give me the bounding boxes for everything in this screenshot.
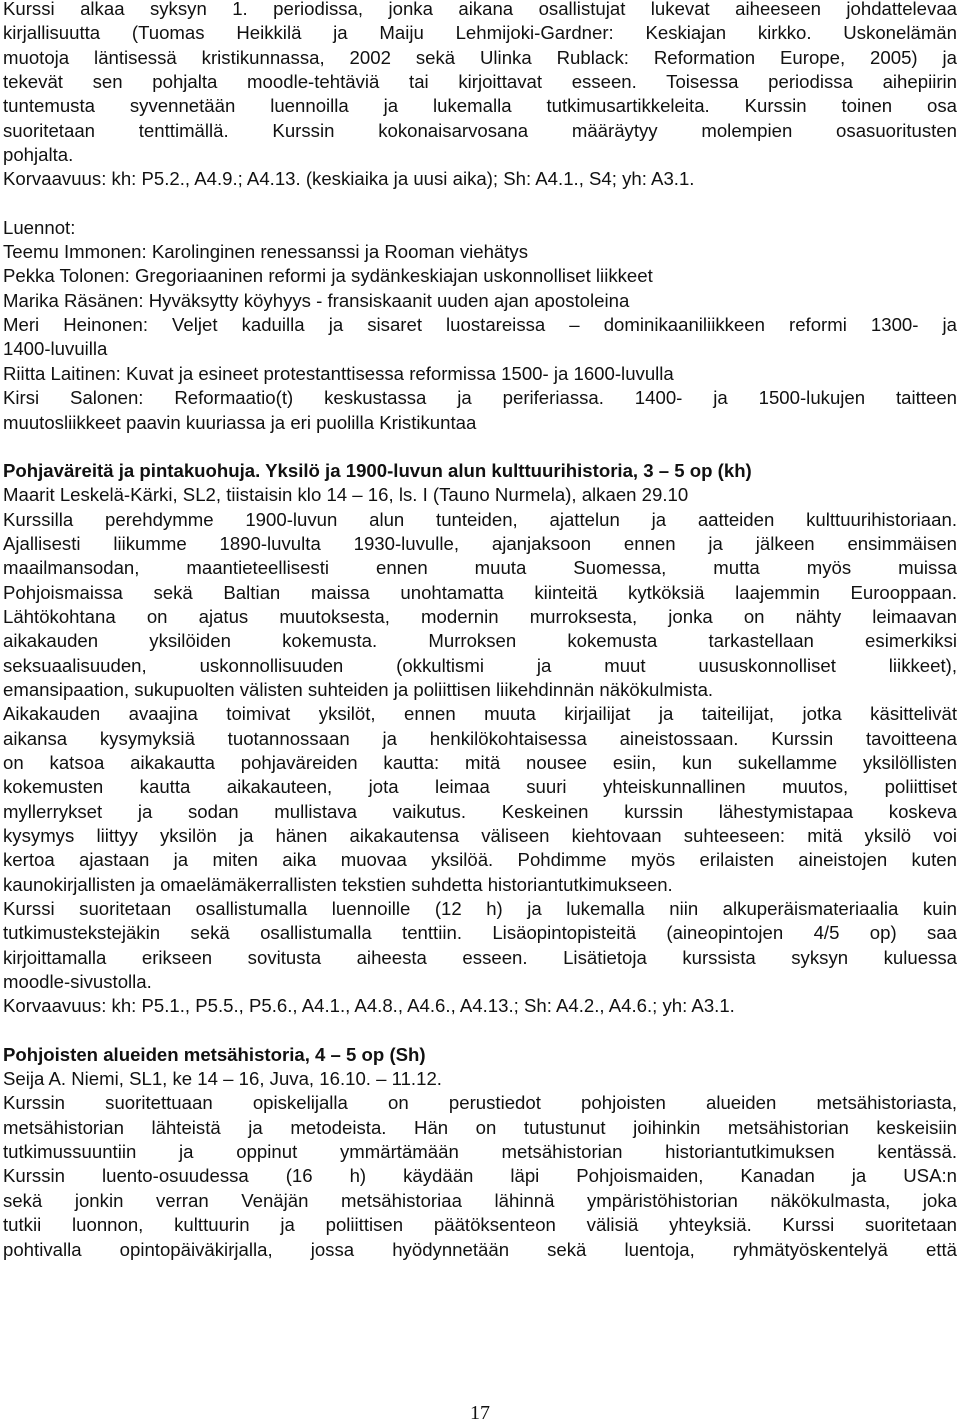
text-line: tutkimussuuntiin ja oppinut ymmärtämään metsähistorian historiantutkimuksen kentässä. <box>3 1141 957 1163</box>
text-line: kertoa ajastaan ja miten aika muovaa yksilöä. Pohdimme myös erilaisten aineistojen kuten <box>3 849 957 871</box>
lecture-item: Riitta Laitinen: Kuvat ja esineet protestanttisessa reformissa 1500- ja 1600-luvulla <box>3 362 674 384</box>
text-line: tuntemusta syvennetään luennoilla ja lukemalla tutkimusartikkeleita. Kurssin toinen osa <box>3 95 957 117</box>
lecture-item: Marika Räsänen: Hyväksytty köyhyys - fransiskaanit uuden ajan apostoleina <box>3 289 630 311</box>
lecture-item: Teemu Immonen: Karolinginen renessanssi ja Rooman viehätys <box>3 241 529 263</box>
lectures-heading: Luennot: <box>3 216 76 238</box>
text-line: aikakauden yksilöiden kokemusta. Murroksen kokemusta tarkastellaan esimerkiksi <box>3 630 957 652</box>
text-line: Kurssin suoritettuaan opiskelijalla on perustiedot pohjoisten alueiden metsähistoriasta, <box>3 1092 957 1114</box>
text-line: Korvaavuus: kh: P5.2., A4.9.; A4.13. (keskiaika ja uusi aika); Sh: A4.1., S4; yh: A3.1. <box>3 168 695 190</box>
text-line: Kurssilla perehdymme 1900-luvun alun tunteiden, ajattelun ja aatteiden kulttuurihistoriaan. <box>3 508 957 530</box>
lecture-item: Kirsi Salonen: Reformaatio(t) keskustassa ja periferiassa. 1400- ja 1500-lukujen taitteen <box>3 387 957 409</box>
text-line: tekevät sen pohjalta moodle-tehtäviä tai kirjoittavat esseen. Toisessa periodissa aihepiirin <box>3 71 957 93</box>
text-line: pohjalta. <box>3 144 74 166</box>
page-number: 17 <box>470 1402 490 1424</box>
text-line: sekä jonkin verran Venäjän metsähistoriaa lähinnä ympäristöhistorian näkökulmasta, joka <box>3 1189 957 1211</box>
text-line: suoritetaan tenttimällä. Kurssin kokonaisarvosana määräytyy molempien osasuoritusten <box>3 119 957 141</box>
text-line: pohtivalla opintopäiväkirjalla, jossa hyödynnetään sekä luentoja, ryhmätyöskentelyä että <box>3 1238 957 1260</box>
text-line: on katsoa aikakautta pohjaväreiden kautta: mitä nousee esiin, kun sukellamme yksilöllisten <box>3 751 957 773</box>
text-line: Kurssin luento-osuudessa (16 h) käydään läpi Pohjoismaiden, Kanadan ja USA:n <box>3 1165 957 1187</box>
text-line: myllerrykset ja sodan mullistava vaikutus. Keskeinen kurssin lähestymistapaa koskeva <box>3 800 957 822</box>
text-line: Aikakauden avaajina toimivat yksilöt, ennen muuta kirjailijat ja taiteilijat, jotka käsittelivät <box>3 703 957 725</box>
lecture-item: 1400-luvuilla <box>3 338 108 360</box>
spacer <box>3 1019 957 1043</box>
course-title: Pohjoisten alueiden metsähistoria, 4 – 5 op (Sh) <box>3 1043 426 1065</box>
text-line: muotoja läntisessä kristikunnassa, 2002 sekä Ulinka Rublack: Reformation Europe, 2005) ja <box>3 46 957 68</box>
lecture-item: Meri Heinonen: Veljet kaduilla ja sisaret luostareissa – dominikaaniliikkeen reformi 1300- ja <box>3 314 957 336</box>
intro-paragraph <box>3 0 957 192</box>
text-line: kokemusten kautta aikakauteen, jota leimaa suuri yhteiskunnallinen muutos, poliittiset <box>3 776 957 798</box>
text-line: tutkimustekstejäkin sekä osallistumalla tenttiin. Lisäopintopisteitä (aineopintojen 4/5 op) saa <box>3 922 957 944</box>
lecture-item: Pekka Tolonen: Gregoriaaninen reformi ja sydänkeskiajan uskonnolliset liikkeet <box>3 265 653 287</box>
text-line: maailmansodan, maantieteellisesti ennen muuta Suomessa, mutta myös muissa <box>3 557 957 579</box>
spacer <box>3 435 957 459</box>
lectures-section <box>3 216 957 435</box>
text-line: Kurssi suoritetaan osallistumalla luennoille (12 h) ja lukemalla niin alkuperäismateriaalia kuin <box>3 898 957 920</box>
document-page <box>3 0 957 1262</box>
spacer <box>3 192 957 216</box>
course-title: Pohjaväreitä ja pintakuohuja. Yksilö ja 1900-luvun alun kulttuurihistoria, 3 – 5 op (kh) <box>3 459 752 481</box>
text-line: kirjoittamalla erikseen sovitusta aiheesta esseen. Lisätietoja kurssista syksyn kuluessa <box>3 946 957 968</box>
text-line: kirjallisuutta (Tuomas Heikkilä ja Maiju Lehmijoki-Gardner: Keskiajan kirkko. Uskonelämän <box>3 22 957 44</box>
text-line: seksuaalisuuden, uskonnollisuuden (okkultismi ja muut uususkonnolliset liikkeet), <box>3 654 957 676</box>
text-line: Lähtökohtana on ajatus muutoksesta, modernin murroksesta, jonka on nähty leimaavan <box>3 605 957 627</box>
text-line: kaunokirjallisten ja omaelämäkerrallisten tekstien suhdetta historiantutkimukseen. <box>3 873 673 895</box>
text-line: aikansa kysymyksiä tuotannossaan ja henkilökohtaisessa aineistossaan. Kurssin tavoitteena <box>3 727 957 749</box>
course-section-metsahistoria <box>3 1043 957 1262</box>
text-line: tutkii luonnon, kulttuurin ja poliittisen päätöksenteon välisiä yhteyksiä. Kurssi suoritetaan <box>3 1214 957 1236</box>
text-line: kysymys liittyy yksilön ja hänen aikakautensa väliseen kiehtovaan suhteeseen: mitä yksilö voi <box>3 825 957 846</box>
course-teacher-line: Seija A. Niemi, SL1, ke 14 – 16, Juva, 16.10. – 11.12. <box>3 1068 442 1090</box>
text-line: emansipaation, sukupuolten välisten suhteiden ja poliittisen liikehdinnän näkökulmista. <box>3 678 714 700</box>
text-line: Pohjoismaissa sekä Baltian maissa unohtamatta kiinteitä kytköksiä laajemmin Eurooppaan. <box>3 581 957 603</box>
text-line: Korvaavuus: kh: P5.1., P5.5., P5.6., A4.1., A4.8., A4.6., A4.13.; Sh: A4.2., A4.6.; yh: A3.1. <box>3 995 735 1017</box>
lecture-item: muutosliikkeet paavin kuuriassa ja eri puolilla Kristikuntaa <box>3 411 477 433</box>
text-line: moodle-sivustolla. <box>3 971 152 993</box>
text-line: metsähistorian lähteistä ja metodeista. Hän on tutustunut joihinkin metsähistorian keskeisiin <box>3 1116 957 1138</box>
course-teacher-line: Maarit Leskelä-Kärki, SL2, tiistaisin klo 14 – 16, ls. I (Tauno Nurmela), alkaen 29.10 <box>3 484 689 506</box>
course-section-pohjavareita <box>3 459 957 1019</box>
text-line: Ajallisesti liikumme 1890-luvulta 1930-luvulle, ajanjaksoon ennen ja jälkeen ensimmäisen <box>3 532 957 554</box>
text-line: Kurssi alkaa syksyn 1. periodissa, jonka aikana osallistujat lukevat aiheeseen johdattelevaa <box>3 0 957 19</box>
